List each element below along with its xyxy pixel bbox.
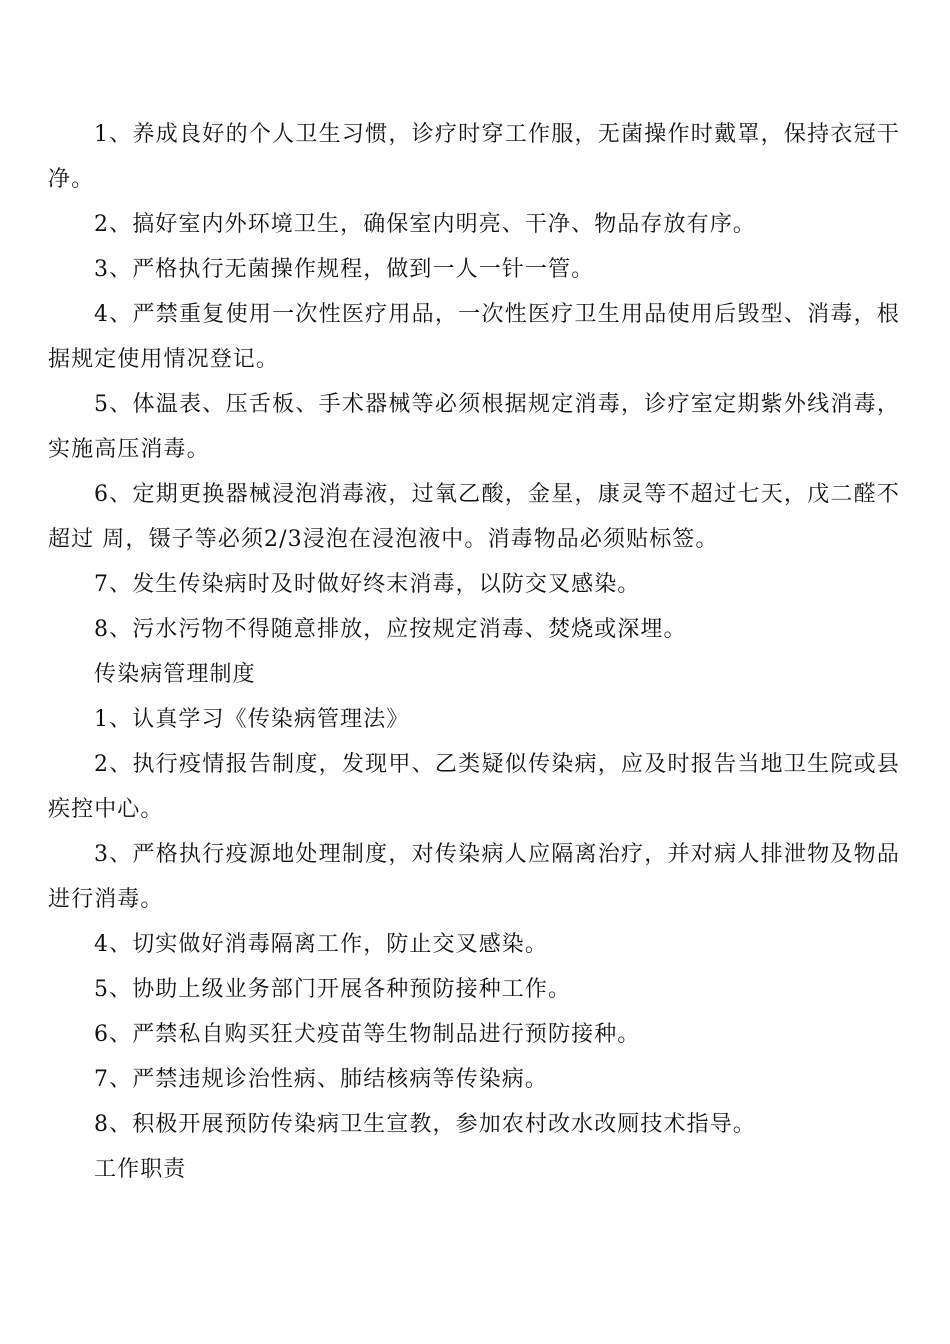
section-heading-job-duties: 工作职责 [94, 1157, 187, 1182]
paragraph-s1-item-3: 3、严格执行无菌操作规程，做到一人一针一管。 [94, 257, 595, 282]
paragraph-s1-item-2: 2、搞好室内外环境卫生，确保室内明亮、干净、物品存放有序。 [94, 212, 756, 237]
paragraph-s1-item-4: 4、严禁重复使用一次性医疗用品，一次性医疗卫生用品使用后毁型、消毒，根据规定使用情况登记。 [48, 302, 900, 372]
paragraph-s1-item-8: 8、污水污物不得随意排放，应按规定消毒、焚烧或深埋。 [94, 617, 687, 642]
paragraph-s2-item-1: 1、认真学习《传染病管理法》 [94, 707, 410, 732]
paragraph-s2-item-5: 5、协助上级业务部门开展各种预防接种工作。 [94, 977, 572, 1002]
section-heading-infectious-disease: 传染病管理制度 [94, 662, 256, 687]
paragraph-s2-item-2: 2、执行疫情报告制度，发现甲、乙类疑似传染病，应及时报告当地卫生院或县疾控中心。 [48, 752, 900, 822]
paragraph-s2-item-7: 7、严禁违规诊治性病、肺结核病等传染病。 [94, 1067, 548, 1092]
paragraph-s1-item-1: 1、养成良好的个人卫生习惯，诊疗时穿工作服，无菌操作时戴罩，保持衣冠干净。 [48, 122, 900, 192]
paragraph-s2-item-3: 3、严格执行疫源地处理制度，对传染病人应隔离治疗，并对病人排泄物及物品进行消毒。 [48, 842, 900, 912]
document-page [48, 112, 900, 1192]
paragraph-s1-item-5: 5、体温表、压舌板、手术器械等必须根据规定消毒，诊疗室定期紫外线消毒，实施高压消毒。 [48, 392, 900, 462]
paragraph-s2-item-8: 8、积极开展预防传染病卫生宣教，参加农村改水改厕技术指导。 [94, 1112, 756, 1137]
paragraph-s2-item-4: 4、切实做好消毒隔离工作，防止交叉感染。 [94, 932, 548, 957]
paragraph-s1-item-7: 7、发生传染病时及时做好终末消毒，以防交叉感染。 [94, 572, 641, 597]
paragraph-s1-item-6: 6、定期更换器械浸泡消毒液，过氧乙酸，金星，康灵等不超过七天，戊二醛不超过 周，镊子等必须2/3浸泡在浸泡液中。消毒物品必须贴标签。 [48, 482, 900, 552]
paragraph-s2-item-6: 6、严禁私自购买狂犬疫苗等生物制品进行预防接种。 [94, 1022, 641, 1047]
